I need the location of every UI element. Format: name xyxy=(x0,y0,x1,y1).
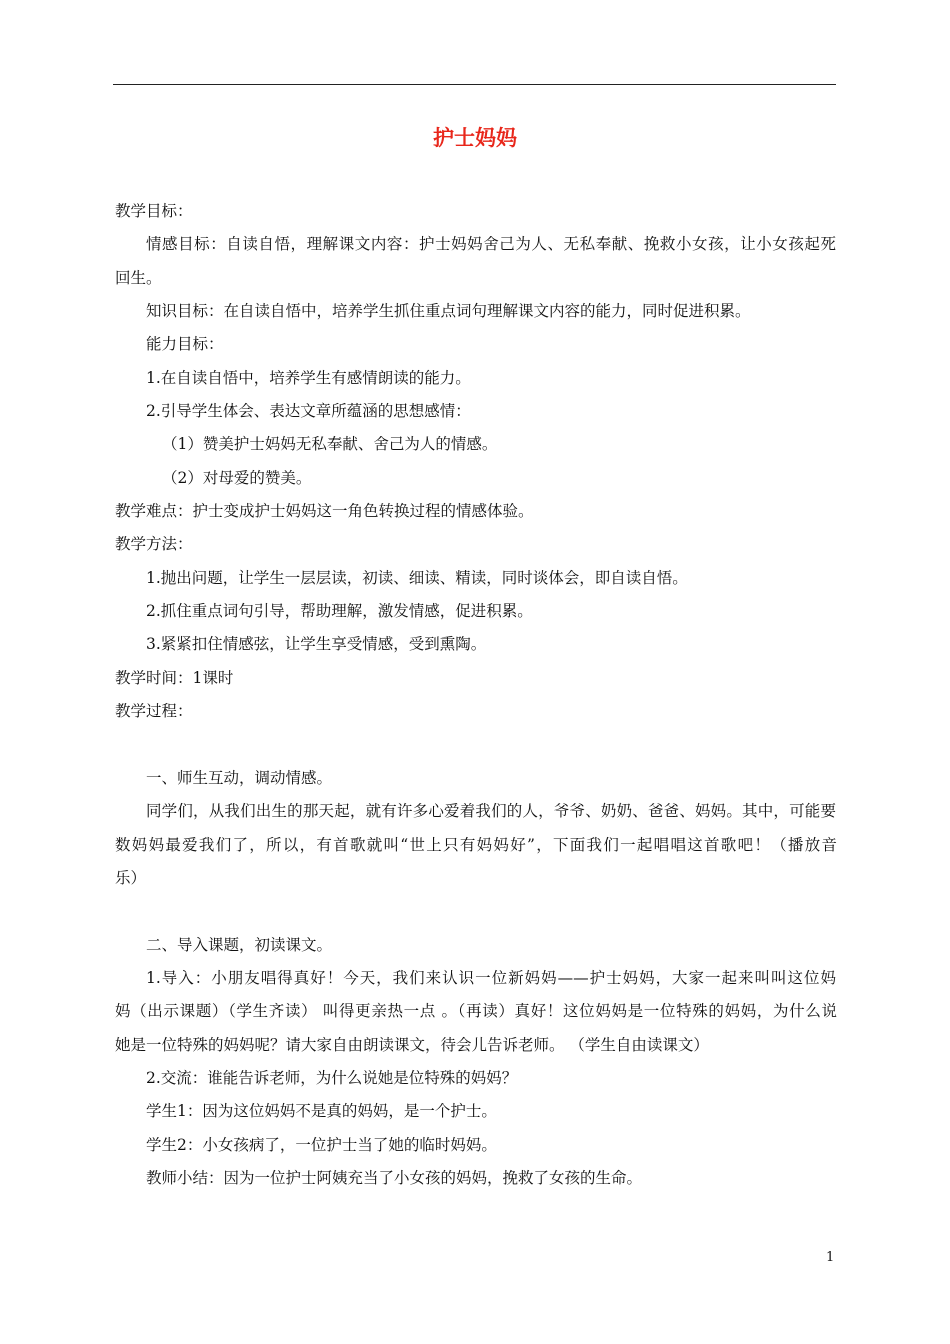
list-item: 1.在自读自悟中，培养学生有感情朗读的能力。 xyxy=(146,369,471,387)
paragraph-line: 数妈妈最爱我们了，所以，有首歌就叫“世上只有妈妈好”，下面我们一起唱唱这首歌吧！（播放音 xyxy=(115,836,837,854)
section-heading-time: 教学时间：1课时 xyxy=(115,669,234,687)
section-heading-goals: 教学目标： xyxy=(115,202,193,220)
paragraph-line: 学生1：因为这位妈妈不是真的妈妈，是一个护士。 xyxy=(146,1102,497,1120)
paragraph-line: 教师小结：因为一位护士阿姨充当了小女孩的妈妈，挽救了女孩的生命。 xyxy=(146,1169,643,1187)
page-number: 1 xyxy=(826,1250,835,1265)
paragraph-line: 能力目标： xyxy=(146,335,224,353)
list-item: 1.抛出问题，让学生一层层读，初读、细读、精读，同时谈体会，即自读自悟。 xyxy=(146,569,688,587)
list-item: 2.抓住重点词句引导，帮助理解，激发情感，促进积累。 xyxy=(146,602,533,620)
sub-list-item: （2）对母爱的赞美。 xyxy=(162,469,312,487)
paragraph-line: 学生2：小女孩病了，一位护士当了她的临时妈妈。 xyxy=(146,1136,497,1154)
step-heading: 二、导入课题，初读课文。 xyxy=(146,936,333,954)
section-heading-process: 教学过程： xyxy=(115,702,193,720)
paragraph-line: 回生。 xyxy=(115,269,162,287)
paragraph-line: 乐） xyxy=(115,869,147,887)
paragraph-line: 妈（出示课题）（学生齐读） 叫得更亲热一点 。（再读）真好！这位妈妈是一位特殊的妈妈，为什么说 xyxy=(115,1002,837,1020)
section-heading-methods: 教学方法： xyxy=(115,535,193,553)
section-heading-difficulty: 教学难点：护士变成护士妈妈这一角色转换过程的情感体验。 xyxy=(115,502,534,520)
header-rule xyxy=(113,84,836,85)
sub-list-item: （1）赞美护士妈妈无私奉献、舍己为人的情感。 xyxy=(162,435,498,453)
paragraph-line: 2.交流：谁能告诉老师，为什么说她是位特殊的妈妈？ xyxy=(146,1069,518,1087)
paragraph-line: 情感目标：自读自悟，理解课文内容：护士妈妈舍己为人、无私奉献、挽救小女孩，让小女孩起死 xyxy=(146,235,836,253)
paragraph-line: 知识目标：在自读自悟中，培养学生抓住重点词句理解课文内容的能力，同时促进积累。 xyxy=(146,302,751,320)
list-item: 2.引导学生体会、表达文章所蕴涵的思想感情： xyxy=(146,402,471,420)
document-title: 护士妈妈 xyxy=(433,126,517,150)
paragraph-line: 1.导入：小朋友唱得真好！今天，我们来认识一位新妈妈——护士妈妈，大家一起来叫叫这位妈 xyxy=(146,969,836,987)
paragraph-line: 她是一位特殊的妈妈呢？请大家自由朗读课文，待会儿告诉老师。 （学生自由读课文） xyxy=(115,1036,709,1054)
list-item: 3.紧紧扣住情感弦，让学生享受情感，受到熏陶。 xyxy=(146,635,487,653)
step-heading: 一、师生互动，调动情感。 xyxy=(146,769,333,787)
paragraph-line: 同学们，从我们出生的那天起，就有许多心爱着我们的人，爷爷、奶奶、爸爸、妈妈。其中，可能要 xyxy=(146,802,836,820)
